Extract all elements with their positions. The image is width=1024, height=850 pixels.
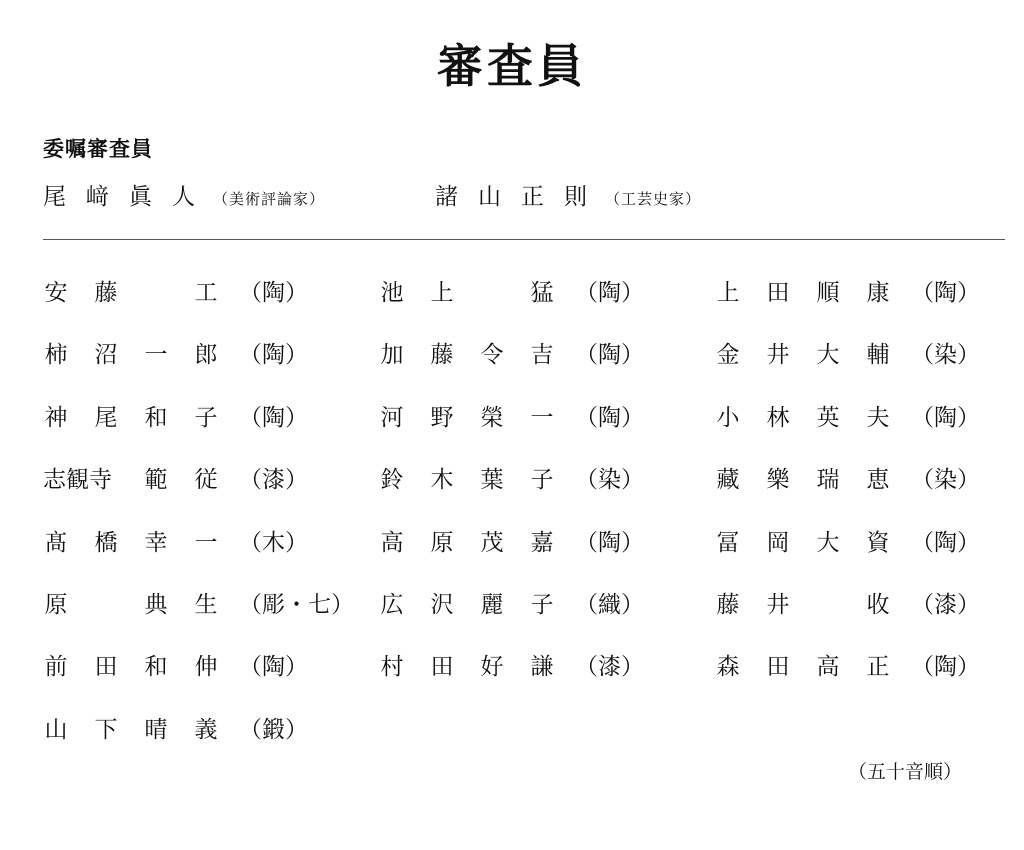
judge-name-char: 原	[44, 592, 68, 618]
judge-category: （陶）	[911, 529, 980, 556]
judge-name-char: 池	[380, 280, 404, 306]
judge-name-char: 和	[144, 654, 168, 681]
judge-name-char: 大	[816, 529, 840, 556]
judge-entry	[43, 398, 308, 438]
judge-entry	[715, 460, 980, 500]
judge-name-char: 幸	[144, 529, 168, 556]
judge-category: （染）	[911, 342, 980, 369]
judge-name-char: 河	[380, 404, 404, 431]
judge-name-char: 柿	[44, 342, 68, 369]
judge-name-char: 義	[194, 716, 218, 743]
judge-entry	[43, 523, 308, 563]
judge-name-char: 輔	[866, 342, 890, 369]
judge-name-char: 野	[430, 404, 454, 431]
judge-category: （陶）	[239, 280, 308, 306]
commissioned-judge	[43, 180, 325, 216]
judge-name-char: 小	[716, 404, 740, 431]
judge-category: （陶）	[239, 654, 308, 681]
judge-name-char: 和	[144, 404, 168, 431]
judge-category: （陶）	[911, 280, 980, 306]
judge-name-char: 鈴	[380, 467, 404, 494]
judge-name-char: 晴	[144, 716, 168, 743]
judge-entry	[715, 273, 980, 313]
judge-name-char: 神	[44, 404, 68, 431]
judge-name: 諸山正則	[435, 184, 607, 210]
judge-name-char: 伸	[194, 654, 218, 681]
judge-name-char: 木	[430, 467, 454, 494]
judge-category: （織）	[575, 592, 644, 618]
judge-category: （陶）	[911, 404, 980, 431]
judge-entry	[43, 335, 308, 375]
judge-name-char: 沼	[94, 342, 118, 369]
divider	[43, 239, 1005, 240]
judge-name-char: 正	[866, 654, 890, 681]
judge-name-char: 藤	[716, 592, 740, 618]
judge-name-char: 村	[380, 654, 404, 681]
judge-entry	[43, 710, 308, 750]
judge-category: （陶）	[575, 529, 644, 556]
judge-name-char: 葉	[480, 467, 504, 494]
judge-entry	[379, 273, 644, 313]
judge-name-char: 前	[44, 654, 68, 681]
judge-role: （美術評論家）	[213, 190, 326, 208]
judge-category: （陶）	[911, 654, 980, 681]
judge-name-char: 加	[380, 342, 404, 369]
judge-name-char: 子	[194, 404, 218, 431]
judge-name-char: 子	[530, 592, 554, 618]
judge-entry	[379, 523, 644, 563]
judge-name-char: 橋	[94, 529, 118, 556]
judge-entry	[379, 335, 644, 375]
judge-name-char: 榮	[480, 404, 504, 431]
judge-name-char: 上	[716, 280, 740, 306]
judge-name-char: 原	[430, 529, 454, 556]
judge-name-char: 順	[816, 280, 840, 306]
judge-entry	[715, 647, 980, 687]
judge-name-char: 井	[766, 592, 790, 618]
judge-name-char: 尾	[94, 404, 118, 431]
judge-entry	[379, 460, 644, 500]
judge-name-char: 典	[144, 592, 168, 618]
judge-entry	[43, 647, 308, 687]
judge-category: （染）	[911, 467, 980, 494]
judge-name-char: 收	[866, 592, 890, 618]
judge-entry	[715, 585, 980, 625]
judge-category: （漆）	[911, 592, 980, 618]
judge-name-char: 夫	[866, 404, 890, 431]
judge-name-char: 瑞	[816, 467, 840, 494]
judge-name-char: 吉	[530, 342, 554, 369]
judge-name-char: 工	[194, 280, 218, 306]
judge-name-char: 藏	[716, 467, 740, 494]
judge-name-char: 謙	[530, 654, 554, 681]
commissioned-judge	[435, 180, 701, 216]
judge-name-char: 一	[144, 342, 168, 369]
judge-entry	[715, 398, 980, 438]
judge-name-char: 子	[530, 467, 554, 494]
judge-category: （陶）	[575, 280, 644, 306]
page-title: 審査員	[437, 39, 587, 93]
judge-category: （漆）	[239, 467, 308, 494]
judge-name-char: 安	[44, 280, 68, 306]
judge-name-char: 田	[766, 654, 790, 681]
judge-category: （漆）	[575, 654, 644, 681]
commissioned-judges-row	[0, 180, 1024, 216]
judge-name-char: 恵	[866, 467, 890, 494]
judge-entry	[379, 647, 644, 687]
judge-name-char: 猛	[530, 280, 554, 306]
judge-category: （染）	[575, 467, 644, 494]
judge-category: （陶）	[575, 404, 644, 431]
judge-name-char: 藤	[430, 342, 454, 369]
judge-name-char: 藤	[94, 280, 118, 306]
judge-category: （鍛）	[239, 716, 308, 743]
judge-entry	[715, 335, 980, 375]
judge-name-char: 志観寺	[43, 467, 112, 494]
judge-name-char: 嘉	[530, 529, 554, 556]
judge-name-char: 一	[194, 529, 218, 556]
judge-entry	[379, 585, 644, 625]
judge-name-char: 森	[716, 654, 740, 681]
judge-name-char: 康	[866, 280, 890, 306]
judge-entry	[43, 460, 308, 500]
judge-name-char: 令	[480, 342, 504, 369]
judge-name: 尾﨑眞人	[43, 184, 215, 210]
judge-name-char: 樂	[766, 467, 790, 494]
judge-name-char: 山	[44, 716, 68, 743]
judge-name-char: 従	[194, 467, 218, 494]
judge-name-char: 郎	[194, 342, 218, 369]
judge-entry	[715, 523, 980, 563]
judge-category: （陶）	[575, 342, 644, 369]
judge-name-char: 高	[816, 654, 840, 681]
judge-name-char: 田	[94, 654, 118, 681]
judge-name-char: 範	[144, 467, 168, 494]
ordering-note: （五十音順）	[847, 761, 962, 783]
judge-name-char: 上	[430, 280, 454, 306]
judge-entry	[43, 273, 308, 313]
judge-name-char: 金	[716, 342, 740, 369]
judge-entry	[379, 398, 644, 438]
judge-name-char: 沢	[430, 592, 454, 618]
judge-name-char: 生	[194, 592, 218, 618]
judge-name-char: 茂	[480, 529, 504, 556]
judge-name-char: 資	[866, 529, 890, 556]
judge-category: （陶）	[239, 404, 308, 431]
judge-category: （陶）	[239, 342, 308, 369]
judge-category: （木）	[239, 529, 308, 556]
judge-name-char: 岡	[766, 529, 790, 556]
judge-name-char: 一	[530, 404, 554, 431]
judge-entry	[43, 585, 354, 625]
judge-name-char: 林	[766, 404, 790, 431]
judge-name-char: 田	[430, 654, 454, 681]
judge-name-char: 下	[94, 716, 118, 743]
judge-name-char: 広	[380, 592, 404, 618]
judge-name-char: 大	[816, 342, 840, 369]
judge-name-char: 田	[766, 280, 790, 306]
judge-name-char: 好	[480, 654, 504, 681]
judge-name-char: 麗	[480, 592, 504, 618]
judge-name-char: 高	[380, 529, 404, 556]
commissioned-judges-heading: 委嘱審査員	[43, 136, 153, 161]
judge-role: （工芸史家）	[605, 190, 702, 208]
judge-name-char: 冨	[716, 529, 740, 556]
judge-name-char: 髙	[44, 529, 68, 556]
judge-name-char: 英	[816, 404, 840, 431]
judge-category: （彫・七）	[239, 592, 354, 618]
judge-name-char: 井	[766, 342, 790, 369]
